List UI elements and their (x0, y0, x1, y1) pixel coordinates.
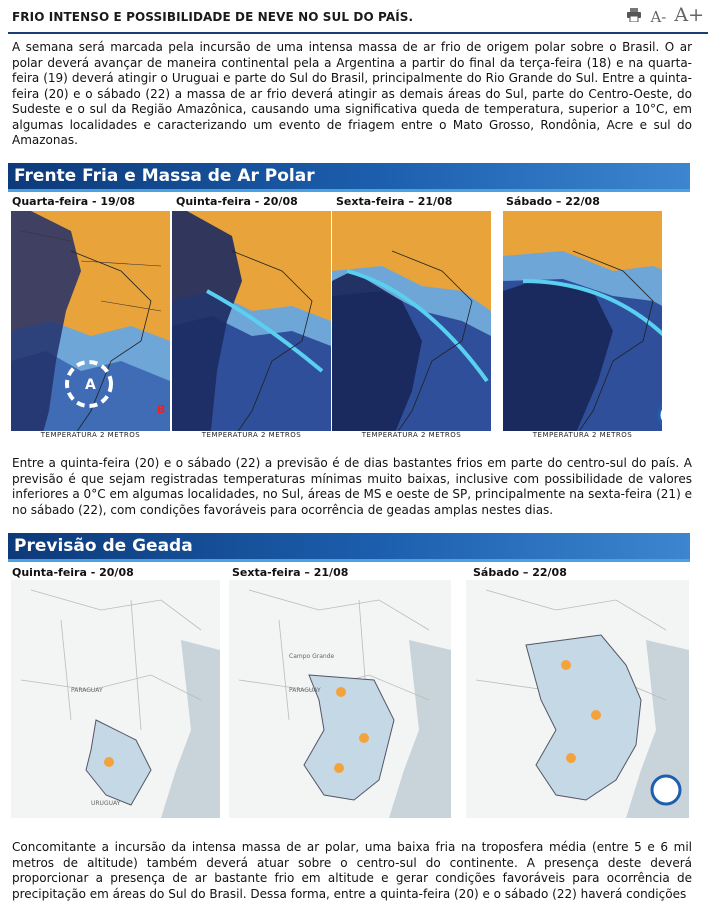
map-day-label: Sábado – 22/08 (506, 195, 600, 208)
forecast-paragraph: Entre a quinta-feira (20) e o sábado (22) a previsão é de dias bastantes frios em parte do centro-sul do país. A previsão é que sejam registradas temperaturas mínimas muito baixas, inclusive com possibilidade de valores inferiores a 0°C em algumas localidades, no Sul, áreas de MS e oeste de SP, principalmente na sexta-feira (21) e no sábado (22), com condições favoráveis para ocorrência de geadas amplas nestes dias. (12, 456, 692, 517)
intro-paragraph: A semana será marcada pela incursão de uma intensa massa de ar frio de origem polar sobre o Brasil. O ar polar deverá avançar de maneira continental pela a Argentina a partir do final da terça-feira (18) e na quarta-feira (19) deverá atingir o Uruguai e parte do Sul do Brasil, principalmente do Rio Grande do Sul. Entre a quinta-feira (20) e o sábado (22) a massa de ar frio deverá atingir as demais áreas do Sul, parte do Centro-Oeste, do Sudeste e o sul da Região Amazônica, causando uma significativa queda de temperatura, superior a 10°C, em algumas localidades e caracterizando um evento de friagem entre o Mato Grosso, Rondônia, Acre e sul do Amazonas. (12, 40, 692, 147)
temperature-map (172, 211, 331, 440)
map-footer: TEMPERATURA 2 METROS (503, 431, 662, 440)
low-pressure-label: B (157, 403, 166, 416)
temperature-map (503, 211, 662, 440)
frost-map (11, 580, 220, 818)
printer-icon[interactable] (626, 7, 642, 26)
map-day-label: Quinta-feira - 20/08 (12, 566, 134, 579)
article-tools (626, 4, 704, 26)
place-label: PARAGUAY (71, 687, 103, 694)
map-footer: TEMPERATURA 2 METROS (11, 431, 170, 440)
section-heading-cold-front: Frente Fria e Massa de Ar Polar (8, 163, 690, 189)
temperature-map (332, 211, 491, 440)
place-label: Campo Grande (289, 653, 335, 660)
article-header (8, 0, 708, 34)
frost-map (229, 580, 451, 818)
temperature-map (11, 211, 170, 440)
map-day-label: Quarta-feira - 19/08 (12, 195, 135, 208)
map-day-label: Sexta-feira – 21/08 (232, 566, 349, 579)
logo-icon (652, 776, 680, 804)
font-decrease-button[interactable]: A- (650, 8, 667, 26)
place-label: PARAGUAY (289, 687, 321, 694)
section-heading-frost: Previsão de Geada (8, 533, 690, 559)
map-day-label: Sábado – 22/08 (473, 566, 567, 579)
font-increase-button[interactable]: A+ (674, 4, 704, 26)
map-day-label: Quinta-feira - 20/08 (176, 195, 298, 208)
high-pressure-label: A (85, 377, 96, 393)
place-label: URUGUAY (91, 800, 121, 807)
map-footer: TEMPERATURA 2 METROS (332, 431, 491, 440)
article-title: FRIO INTENSO E POSSIBILIDADE DE NEVE NO SUL DO PAÍS. (12, 10, 414, 24)
closing-paragraph: Concomitante a incursão da intensa massa de ar polar, uma baixa fria na troposfera média (entre 5 e 6 mil metros de altitude) também deverá atuar sobre o centro-sul do continente. A presença deste deverá proporcionar a presença de ar bastante frio em altitude e gerar condições favoráveis para ocorrência de precipitação em áreas do Sul do Brasil. Dessa forma, entre a quinta-feira (20) e o sábado (22) haverá condições (12, 840, 692, 901)
map-footer: TEMPERATURA 2 METROS (172, 431, 331, 440)
frost-map (466, 580, 689, 818)
map-day-label: Sexta-feira – 21/08 (336, 195, 453, 208)
